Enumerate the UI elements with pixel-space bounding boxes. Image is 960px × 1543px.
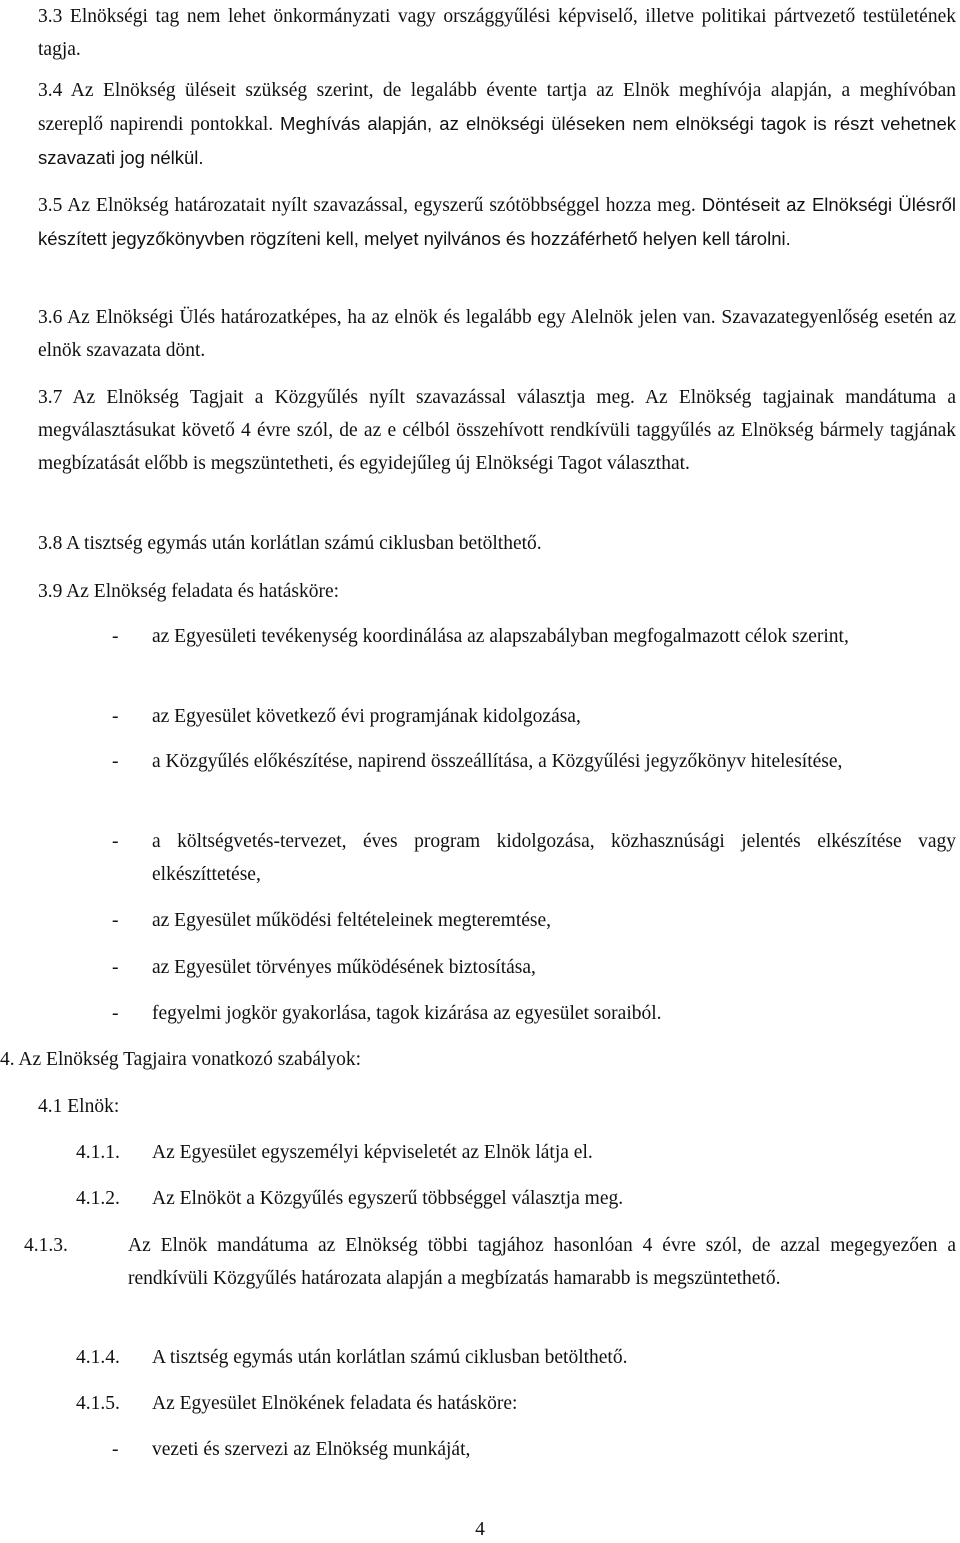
list-dash: - <box>112 706 119 727</box>
paragraph-3-4 <box>38 74 956 175</box>
list-item <box>114 951 956 984</box>
item-text: Az Egyesület Elnökének feladata és hatásköre: <box>152 1393 518 1414</box>
paragraph-3-7: 3.7 Az Elnökség Tagjait a Közgyűlés nyílt szavazással választja meg. Az Elnökség tagjainak mandátuma a megválasztásukat követő 4 évre szól, de az e célból összehívott rendkívüli taggyűlés az Elnökség bármely tagjának megbízatását előbb is megszüntetheti, és egyidejűleg új Elnökségi Tagot választhat. <box>38 387 956 474</box>
list-dash: - <box>112 910 119 931</box>
paragraph-3-9: 3.9 Az Elnökség feladata és hatásköre: <box>38 581 340 602</box>
list-dash: - <box>112 626 119 647</box>
list-dash: - <box>112 751 119 772</box>
list-item-text: fegyelmi jogkör gyakorlása, tagok kizárása az egyesület soraiból. <box>152 1003 662 1024</box>
list-item <box>114 997 956 1030</box>
list-item <box>114 700 956 733</box>
list-item <box>114 825 956 891</box>
list-dash: - <box>112 957 119 978</box>
numbered-item-4-1-4 <box>76 1341 956 1374</box>
numbered-item-4-1-3 <box>24 1229 956 1295</box>
list-dash: - <box>112 1003 119 1024</box>
list-item-text: a költségvetés-tervezet, éves program kidolgozása, közhasznúsági jelentés elkészítése vagy elkészíttetése, <box>152 831 956 885</box>
list-item-text: az Egyesületi tevékenység koordinálása az alapszabályban megfogalmazott célok szerint, <box>152 626 849 647</box>
section-4-heading: 4. Az Elnökség Tagjaira vonatkozó szabályok: <box>0 1049 362 1070</box>
list-item <box>114 745 956 778</box>
paragraph-3-3: 3.3 Elnökségi tag nem lehet önkormányzati vagy országgyűlési képviselő, illetve politikai pártvezető testületének tagja. <box>38 6 956 60</box>
numbered-item-4-1-2 <box>76 1182 956 1215</box>
list-item <box>114 620 956 653</box>
item-number: 4.1.5. <box>76 1393 120 1414</box>
page-number: 4 <box>475 1519 485 1540</box>
item-number: 4.1.3. <box>24 1235 68 1256</box>
list-item-text: az Egyesület törvényes működésének biztosítása, <box>152 957 536 978</box>
paragraph-3-8: 3.8 A tisztség egymás után korlátlan számú ciklusban betölthető. <box>38 533 542 554</box>
list-item-text: vezeti és szervezi az Elnökség munkáját, <box>152 1439 471 1460</box>
paragraph-3-4-serif: 3.4 Az Elnökség üléseit szükség szerint, de legalább évente tartja az Elnök meghívója alapján, a meghívóban szereplő napirendi pontokkal. <box>38 80 956 135</box>
item-text: Az Egyesület egyszemélyi képviseletét az Elnök látja el. <box>152 1142 593 1163</box>
paragraph-3-6: 3.6 Az Elnökségi Ülés határozatképes, ha az elnök és legalább egy Alelnök jelen van. Szavazategyenlőség esetén az elnök szavazata dönt. <box>38 307 956 361</box>
item-text: Az Elnököt a Közgyűlés egyszerű többséggel választja meg. <box>152 1188 624 1209</box>
item-text: A tisztség egymás után korlátlan számú ciklusban betölthető. <box>152 1347 628 1368</box>
paragraph-3-4-sans: Meghívás alapján, az elnökségi üléseken nem elnökségi tagok is részt vehetnek szavazati jog nélkül. <box>38 113 956 168</box>
item-number: 4.1.2. <box>76 1188 120 1209</box>
list-dash: - <box>112 831 119 852</box>
list-dash: - <box>112 1439 119 1460</box>
numbered-item-4-1-1 <box>76 1136 956 1169</box>
list-item-text: a Közgyűlés előkészítése, napirend összeállítása, a Közgyűlési jegyzőkönyv hitelesítése, <box>152 751 843 772</box>
item-text: Az Elnök mandátuma az Elnökség többi tagjához hasonlóan 4 évre szól, de azzal megegyezően a rendkívüli Közgyűlés határozata alapján a megbízatás hamarabb is megszüntethető. <box>128 1235 956 1289</box>
list-item <box>114 904 956 937</box>
section-4-1-heading: 4.1 Elnök: <box>38 1096 120 1117</box>
list-item-text: az Egyesület következő évi programjának kidolgozása, <box>152 706 581 727</box>
numbered-item-4-1-5 <box>76 1387 956 1420</box>
paragraph-3-5 <box>38 188 956 256</box>
item-number: 4.1.1. <box>76 1142 120 1163</box>
item-number: 4.1.4. <box>76 1347 120 1368</box>
paragraph-3-5-sans: Döntéseit az Elnökségi Ülésről készített jegyzőkönyvben rögzíteni kell, melyet nyilvános és hozzáférhető helyen kell tárolni. <box>38 194 956 249</box>
paragraph-3-5-serif: 3.5 Az Elnökség határozatait nyílt szavazással, egyszerű szótöbbséggel hozza meg. <box>38 195 696 216</box>
list-item-text: az Egyesület működési feltételeinek megteremtése, <box>152 910 552 931</box>
list-item <box>114 1433 956 1466</box>
